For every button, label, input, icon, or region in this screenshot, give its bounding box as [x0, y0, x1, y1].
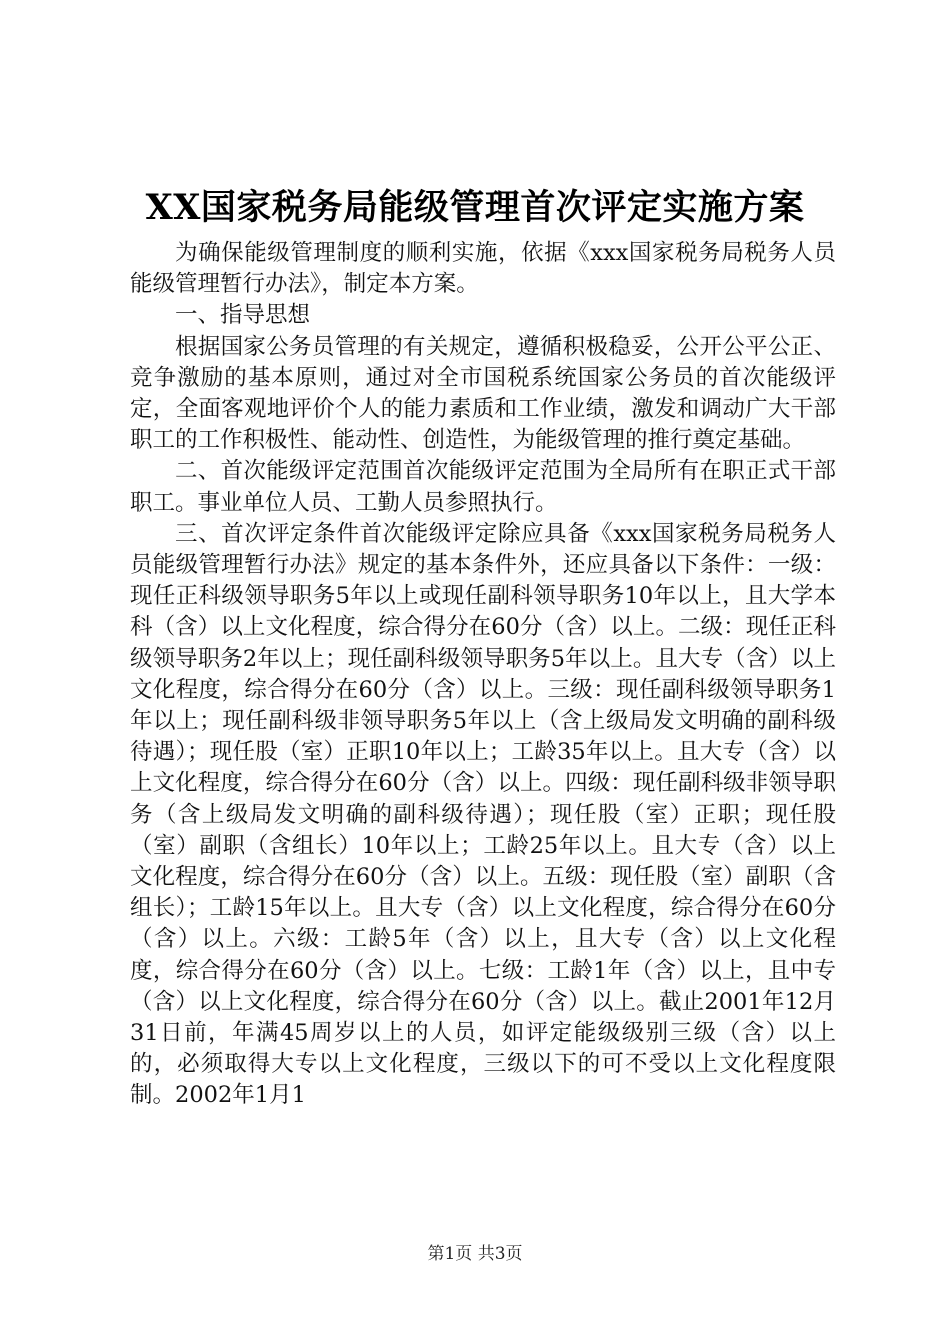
document-body [130, 238, 836, 1112]
paragraph-evaluation-scope: 二、首次能级评定范围首次能级评定范围为全局所有在职正式干部职工。事业单位人员、工勤人员参照执行。 [130, 458, 836, 516]
paragraph-guiding-thought: 根据国家公务员管理的有关规定，遵循积极稳妥，公开公平公正、竞争激励的基本原则，通过对全市国税系统国家公务员的首次能级评定，全面客观地评价个人的能力素质和工作业绩，激发和调动广大干部职工的工作积极性、能动性、创造性，为能级管理的推行奠定基础。 [130, 333, 836, 454]
page-indicator: 第1页 共3页 [427, 1244, 523, 1264]
section-heading-guiding-thought: 一、指导思想 [175, 302, 311, 329]
document-title: XX国家税务局能级管理首次评定实施方案 [145, 187, 805, 228]
paragraph-evaluation-conditions: 三、首次评定条件首次能级评定除应具备《xxx国家税务局税务人员能级管理暂行办法》规定的基本条件外，还应具备以下条件：一级：现任正科级领导职务5年以上或现任副科领导职务10年以上，且大学本科（含）以上文化程度，综合得分在60分（含）以上。二级：现任正科级领导职务2年以上；现任副科级领导职务5年以上。且大专（含）以上文化程度，综合得分在60分（含）以上。三级：现任副科级领导职务1年以上；现任副科级非领导职务5年以上（含上级局发文明确的副科级待遇）；现任股（室）正职10年以上；工龄35年以上。且大专（含）以上文化程度，综合得分在60分（含）以上。四级：现任副科级非领导职务（含上级局发文明确的副科级待遇）；现任股（室）正职；现任股（室）副职（含组长）10年以上；工龄25年以上。且大专（含）以上文化程度，综合得分在60分（含）以上。五级：现任股（室）副职（含组长）；工龄15年以上。且大专（含）以上文化程度，综合得分在60分（含）以上。六级：工龄5年（含）以上，且大专（含）以上文化程度，综合得分在60分（含）以上。七级：工龄1年（含）以上，且中专（含）以上文化程度，综合得分在60分（含）以上。截止2001年12月31日前，年满45周岁以上的人员，如评定能级级别三级（含）以上的，必须取得大专以上文化程度，三级以下的可不受以上文化程度限制。2002年1月1 [130, 520, 836, 1109]
paragraph-intro: 为确保能级管理制度的顺利实施，依据《xxx国家税务局税务人员能级管理暂行办法》，制定本方案。 [130, 240, 836, 298]
